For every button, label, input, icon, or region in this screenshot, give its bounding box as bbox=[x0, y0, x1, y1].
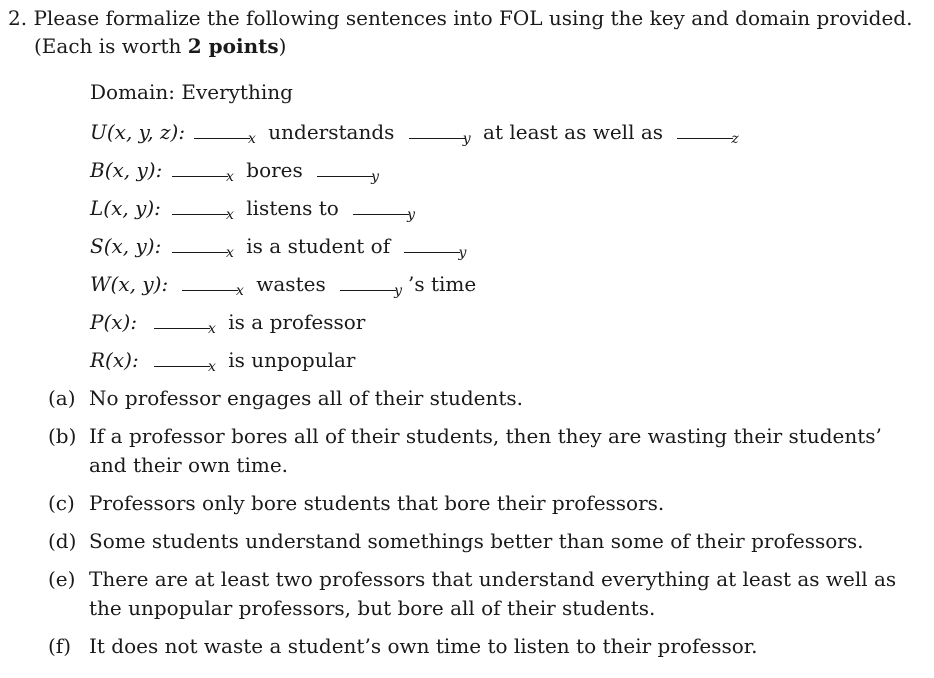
predicate-label: U(x, y, z): bbox=[90, 120, 186, 144]
sub-question-b bbox=[48, 422, 908, 480]
blank-line bbox=[317, 158, 373, 177]
blank-line bbox=[194, 120, 250, 139]
blank-line bbox=[154, 348, 210, 367]
item-text: Some students understand somethings better than some of their professors. bbox=[89, 529, 864, 553]
blank-line bbox=[172, 234, 228, 253]
item-text: Professors only bore students that bore their professors. bbox=[89, 491, 665, 515]
predicate-label: B(x, y): bbox=[90, 158, 163, 182]
sub-question-d bbox=[48, 527, 863, 556]
sub-question-a bbox=[48, 384, 523, 413]
key-row-p: P(x): $_x$ is a professor bbox=[90, 310, 366, 337]
domain-line: Domain: Everything bbox=[90, 80, 293, 104]
key-row-b: B(x, y): $_x$ bores $_y$ bbox=[90, 158, 380, 185]
blank-subscript: x bbox=[248, 131, 256, 147]
blank-subscript: y bbox=[462, 131, 471, 147]
key-row-l: L(x, y): $_x$ listens to $_y$ bbox=[90, 196, 416, 223]
item-label: (c) bbox=[48, 491, 75, 515]
item-label: (a) bbox=[48, 386, 76, 410]
blank-line bbox=[172, 196, 228, 215]
blank-line bbox=[154, 310, 210, 329]
item-label: (e) bbox=[48, 567, 76, 591]
blank-subscript: x bbox=[208, 359, 216, 375]
blank-subscript: x bbox=[236, 283, 244, 299]
predicate-label: R(x): bbox=[90, 348, 139, 372]
blank-subscript: z bbox=[731, 131, 739, 147]
key-row-r: R(x): $_x$ is unpopular bbox=[90, 348, 356, 375]
item-label: (f) bbox=[48, 634, 72, 658]
question-number: 2. bbox=[8, 6, 28, 30]
blank-line bbox=[677, 120, 733, 139]
predicate-label: P(x): bbox=[90, 310, 138, 334]
question-prompt: Please formalize the following sentences into FOL using the key and domain provided. bbox=[33, 6, 913, 30]
sub-question-f bbox=[48, 632, 757, 661]
key-row-s: S(x, y): $_x$ is a student of $_y$ bbox=[90, 234, 467, 261]
blank-line bbox=[353, 196, 409, 215]
blank-subscript: y bbox=[371, 169, 380, 185]
item-label: (d) bbox=[48, 529, 77, 553]
blank-subscript: x bbox=[226, 169, 234, 185]
key-row-w: W(x, y): $_x$ wastes $_y$ ’s time bbox=[90, 272, 477, 299]
blank-subscript: y bbox=[407, 207, 416, 223]
predicate-label: S(x, y): bbox=[90, 234, 162, 258]
blank-subscript: y bbox=[458, 245, 467, 261]
question-header bbox=[8, 4, 912, 60]
blank-line bbox=[172, 158, 228, 177]
item-text: It does not waste a student’s own time to listen to their professor. bbox=[89, 634, 758, 658]
question-points: (Each is worth 2 points) bbox=[34, 34, 287, 58]
key-row-u: U(x, y, z): $_x$ understands $_y$ at least as well as $_z$ bbox=[90, 120, 739, 147]
blank-subscript: x bbox=[226, 207, 234, 223]
blank-line bbox=[182, 272, 238, 291]
question-line-1 bbox=[8, 4, 912, 32]
item-text: There are at least two professors that understand everything at least as well as the unpopular professors, but bore all of their students. bbox=[89, 567, 897, 620]
blank-subscript: y bbox=[394, 283, 402, 299]
item-text: No professor engages all of their students. bbox=[89, 386, 524, 410]
points-value: 2 points bbox=[187, 34, 279, 58]
sub-question-e bbox=[48, 565, 908, 623]
blank-line bbox=[409, 120, 465, 139]
blank-subscript: x bbox=[208, 321, 216, 337]
sub-question-c bbox=[48, 489, 664, 518]
item-text: If a professor bores all of their students, then they are wasting their students’ and their own time. bbox=[89, 424, 882, 477]
item-label: (b) bbox=[48, 424, 77, 448]
blank-line bbox=[404, 234, 460, 253]
predicate-label: L(x, y): bbox=[90, 196, 161, 220]
predicate-label: W(x, y): bbox=[90, 272, 169, 296]
blank-line bbox=[340, 272, 396, 291]
blank-subscript: x bbox=[226, 245, 234, 261]
